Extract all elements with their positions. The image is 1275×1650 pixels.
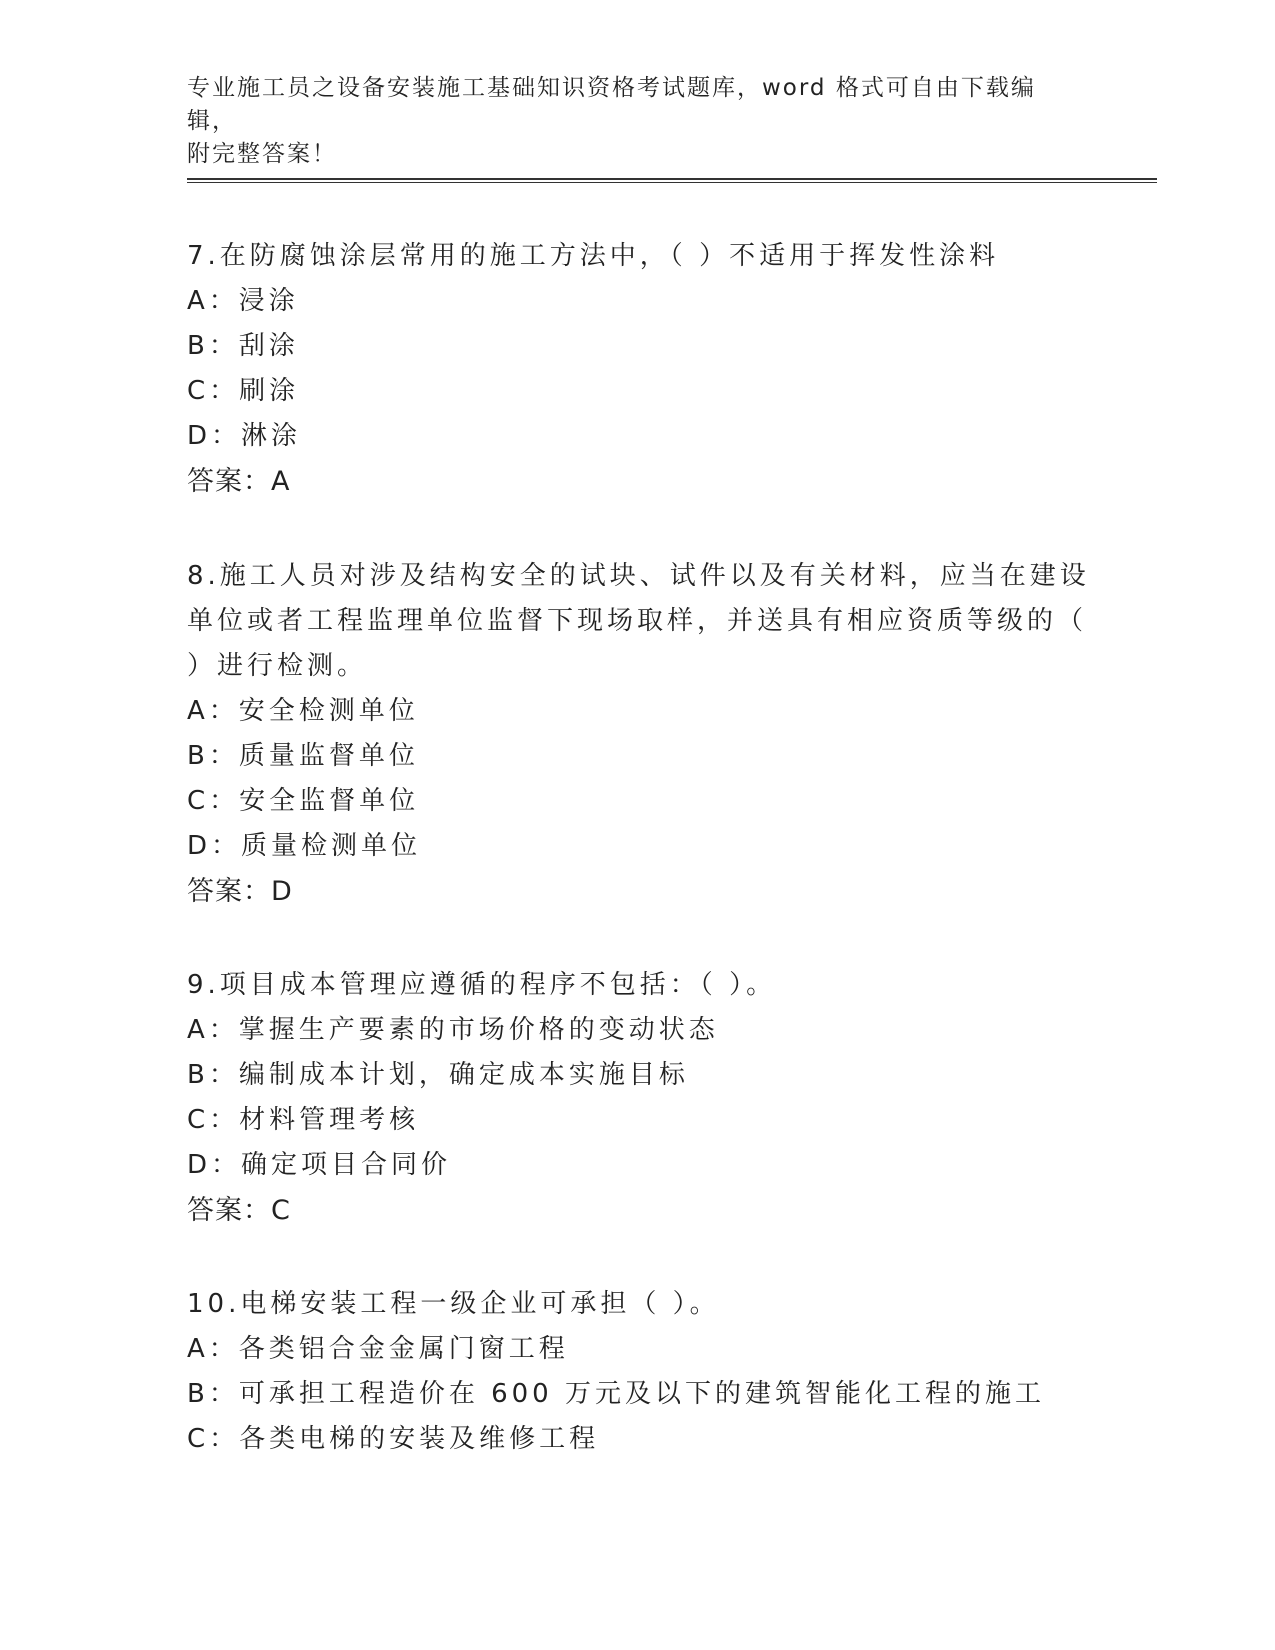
question-7	[187, 234, 1067, 504]
option-b: B：刮涂	[187, 331, 299, 361]
option-b: B：编制成本计划，确定成本实施目标	[187, 1060, 689, 1090]
option-a: A：各类铝合金金属门窗工程	[187, 1334, 569, 1364]
option-c: C：安全监督单位	[187, 786, 420, 816]
stem-line: 10.电梯安装工程一级企业可承担（ ）。	[187, 1289, 720, 1319]
header-line-1: 专业施工员之设备安装施工基础知识资格考试题库，word 格式可自由下载编辑，	[187, 75, 1036, 134]
header-divider	[187, 178, 1157, 183]
stem-line: 单位或者工程监理单位监督下现场取样，并送具有相应资质等级的（	[187, 606, 1088, 636]
question-8	[187, 554, 1090, 914]
stem-line: ）进行检测。	[187, 651, 368, 681]
option-c: C：材料管理考核	[187, 1105, 420, 1135]
question-stem	[187, 1282, 1067, 1327]
question-stem	[187, 554, 1090, 689]
stem-line: 8.施工人员对涉及结构安全的试块、试件以及有关材料，应当在建设	[187, 561, 1090, 591]
option-d: D：质量检测单位	[187, 831, 422, 861]
question-10	[187, 1282, 1067, 1462]
option-a: A：掌握生产要素的市场价格的变动状态	[187, 1015, 719, 1045]
option-b: B：可承担工程造价在 600 万元及以下的建筑智能化工程的施工	[187, 1379, 1045, 1409]
option-d: D：确定项目合同价	[187, 1150, 452, 1180]
option-b: B：质量监督单位	[187, 741, 419, 771]
answer-line: 答案：D	[187, 876, 293, 907]
stem-line: 7.在防腐蚀涂层常用的施工方法中，（ ）不适用于挥发性涂料	[187, 241, 1000, 271]
option-c: C：刷涂	[187, 376, 300, 406]
answer-line: 答案：A	[187, 466, 291, 497]
header-line-2: 附完整答案！	[187, 141, 337, 167]
option-a: A：浸涂	[187, 286, 299, 316]
option-a: A：安全检测单位	[187, 696, 419, 726]
stem-line: 9.项目成本管理应遵循的程序不包括：（ ）。	[187, 970, 777, 1000]
option-c: C：各类电梯的安装及维修工程	[187, 1424, 600, 1454]
answer-line: 答案：C	[187, 1195, 291, 1226]
question-9	[187, 963, 1067, 1233]
option-d: D：淋涂	[187, 421, 302, 451]
question-stem	[187, 963, 1067, 1008]
document-header	[187, 72, 1067, 171]
question-stem	[187, 234, 1067, 279]
